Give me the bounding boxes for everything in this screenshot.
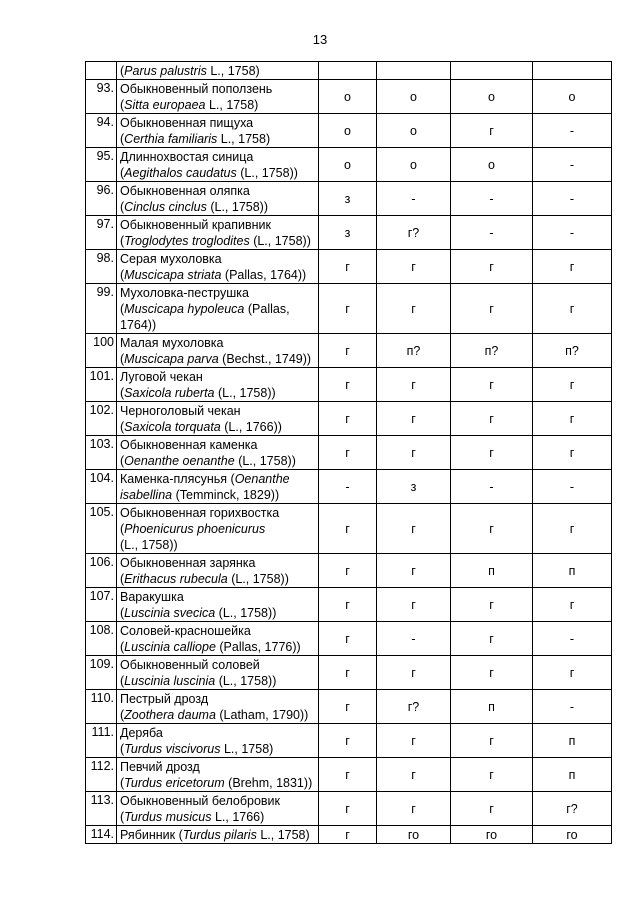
- status-cell: п: [451, 690, 533, 724]
- row-number: 106.: [86, 554, 117, 588]
- author: (Pallas, 1776): [219, 640, 297, 654]
- status-cell: г: [319, 622, 377, 656]
- common-name: Варакушка: [120, 590, 184, 604]
- row-number: 100: [86, 334, 117, 368]
- common-name: Серая мухоловка: [120, 252, 222, 266]
- table-row: [86, 284, 612, 334]
- species-name: Деряба (Turdus viscivorus L., 1758): [117, 724, 319, 758]
- author: (L., 1758): [210, 200, 264, 214]
- species-name: Черноголовый чекан (Saxicola torquata (L., 1766)): [117, 402, 319, 436]
- status-cell: г: [377, 368, 451, 402]
- common-name: Мухоловка-пеструшка: [120, 286, 249, 300]
- row-number: 107.: [86, 588, 117, 622]
- species-name: Обыкновенная оляпка (Cinclus cinclus (L., 1758)): [117, 182, 319, 216]
- common-name: Обыкновенный крапивник: [120, 218, 272, 232]
- status-cell: г: [451, 588, 533, 622]
- status-cell: з: [377, 470, 451, 504]
- author: L., 1758: [210, 64, 256, 78]
- species-name: Обыкновенная горихвостка (Phoenicurus phoenicurus (L., 1758)): [117, 504, 319, 554]
- species-name: Серая мухоловка (Muscicapa striata (Pallas, 1764)): [117, 250, 319, 284]
- common-name: Пестрый дрозд: [120, 692, 209, 706]
- latin-name: Certhia familiaris: [124, 132, 218, 146]
- status-cell: г: [533, 250, 612, 284]
- row-number: 112.: [86, 758, 117, 792]
- page-number: 13: [312, 32, 328, 47]
- status-cell: о: [319, 114, 377, 148]
- status-cell: г: [319, 656, 377, 690]
- common-name: Обыкновенный поползень: [120, 82, 273, 96]
- species-name: Пестрый дрозд (Zoothera dauma (Latham, 1790)): [117, 690, 319, 724]
- common-name: Обыкновенная оляпка: [120, 184, 250, 198]
- common-name: Длиннохвостая синица: [120, 150, 254, 164]
- status-cell: о: [319, 148, 377, 182]
- status-cell: г: [319, 588, 377, 622]
- status-cell: -: [533, 148, 612, 182]
- latin-name: Oenanthe isabellina: [120, 472, 290, 502]
- row-number: 109.: [86, 656, 117, 690]
- status-cell: г?: [377, 690, 451, 724]
- status-cell: -: [377, 622, 451, 656]
- row-number: 101.: [86, 368, 117, 402]
- latin-name: Luscinia calliope: [124, 640, 216, 654]
- latin-name: Saxicola ruberta: [124, 386, 215, 400]
- author: (L., 1758): [238, 454, 292, 468]
- status-cell: г: [533, 588, 612, 622]
- common-name: Луговой чекан: [120, 370, 203, 384]
- latin-name: Turdus pilaris: [182, 828, 257, 842]
- table-row: [86, 368, 612, 402]
- status-cell: г: [533, 436, 612, 470]
- author: (Bechst., 1749): [222, 352, 307, 366]
- table-row: [86, 62, 612, 80]
- status-cell: [533, 62, 612, 80]
- common-name: Обыкновенная каменка: [120, 438, 258, 452]
- status-cell: г?: [533, 792, 612, 826]
- author: (Pallas, 1764): [224, 268, 303, 282]
- latin-name: Zoothera dauma: [124, 708, 216, 722]
- author: L., 1758: [260, 828, 306, 842]
- table-row: [86, 622, 612, 656]
- row-number: 113.: [86, 792, 117, 826]
- species-name: Обыкновенный поползень (Sitta europaea L., 1758): [117, 80, 319, 114]
- author: (L., 1758): [217, 386, 272, 400]
- row-number: 104.: [86, 470, 117, 504]
- status-cell: г: [533, 284, 612, 334]
- status-cell: г: [451, 250, 533, 284]
- author: (Brehm, 1831): [228, 776, 309, 790]
- author: L., 1766: [214, 810, 261, 824]
- latin-name: Turdus ericetorum: [124, 776, 225, 790]
- row-number: 96.: [86, 182, 117, 216]
- common-name: Черноголовый чекан: [120, 404, 241, 418]
- table-row: [86, 826, 612, 844]
- status-cell: г: [377, 792, 451, 826]
- table-row: [86, 690, 612, 724]
- status-cell: г: [319, 402, 377, 436]
- latin-name: Muscicapa parva: [124, 352, 219, 366]
- status-cell: п: [533, 758, 612, 792]
- status-cell: г: [451, 792, 533, 826]
- species-name: Мухоловка-пеструшка (Muscicapa hypoleuca (Pallas, 1764)): [117, 284, 319, 334]
- status-cell: го: [533, 826, 612, 844]
- status-cell: -: [451, 182, 533, 216]
- row-number: 110.: [86, 690, 117, 724]
- species-name: Обыкновенный крапивник (Troglodytes troglodites (L., 1758)): [117, 216, 319, 250]
- latin-name: Luscinia luscinia: [124, 674, 216, 688]
- status-cell: г: [451, 402, 533, 436]
- status-cell: г: [377, 504, 451, 554]
- status-cell: г: [451, 758, 533, 792]
- author: L., 1758: [208, 98, 255, 112]
- status-cell: з: [319, 216, 377, 250]
- status-cell: г: [319, 250, 377, 284]
- table-row: [86, 656, 612, 690]
- status-cell: -: [319, 470, 377, 504]
- status-cell: п: [451, 554, 533, 588]
- table-row: [86, 470, 612, 504]
- table-row: [86, 792, 612, 826]
- species-name: Луговой чекан (Saxicola ruberta (L., 1758)): [117, 368, 319, 402]
- status-cell: г: [533, 504, 612, 554]
- status-cell: -: [533, 622, 612, 656]
- status-cell: г: [319, 436, 377, 470]
- row-number: 93.: [86, 80, 117, 114]
- status-cell: г: [377, 250, 451, 284]
- status-cell: г: [377, 402, 451, 436]
- author: (Temminck, 1829): [175, 488, 275, 502]
- common-name: Соловей-красношейка: [120, 624, 251, 638]
- table-row: [86, 554, 612, 588]
- status-cell: -: [533, 470, 612, 504]
- status-cell: го: [451, 826, 533, 844]
- row-number: 108.: [86, 622, 117, 656]
- status-cell: г: [319, 724, 377, 758]
- row-number: 95.: [86, 148, 117, 182]
- status-cell: г: [319, 284, 377, 334]
- latin-name: Phoenicurus phoenicurus: [124, 522, 266, 536]
- status-cell: г: [319, 792, 377, 826]
- latin-name: Muscicapa striata: [124, 268, 222, 282]
- table-row: [86, 250, 612, 284]
- species-name: Обыкновенная пищуха (Certhia familiaris L., 1758): [117, 114, 319, 148]
- table-row: [86, 724, 612, 758]
- table-row: [86, 114, 612, 148]
- status-cell: -: [451, 216, 533, 250]
- table-row: [86, 588, 612, 622]
- species-name: Обыкновенная каменка (Oenanthe oenanthe (L., 1758)): [117, 436, 319, 470]
- status-cell: г?: [377, 216, 451, 250]
- status-cell: о: [533, 80, 612, 114]
- row-number: 111.: [86, 724, 117, 758]
- table-row: [86, 182, 612, 216]
- status-cell: -: [377, 182, 451, 216]
- table-row: [86, 80, 612, 114]
- row-number: 103.: [86, 436, 117, 470]
- table-row: [86, 758, 612, 792]
- table-row: [86, 436, 612, 470]
- status-cell: -: [533, 182, 612, 216]
- status-cell: г: [451, 368, 533, 402]
- common-name: Каменка-плясунья: [120, 472, 228, 486]
- status-cell: г: [451, 622, 533, 656]
- row-number: 102.: [86, 402, 117, 436]
- status-cell: г: [377, 554, 451, 588]
- common-name: Обыкновенная зарянка: [120, 556, 256, 570]
- species-name: Варакушка (Luscinia svecica (L., 1758)): [117, 588, 319, 622]
- common-name: Деряба: [120, 726, 163, 740]
- status-cell: о: [319, 80, 377, 114]
- status-cell: г: [451, 724, 533, 758]
- status-cell: г: [377, 656, 451, 690]
- species-name: Рябинник (Turdus pilaris L., 1758): [117, 826, 319, 844]
- row-number: 98.: [86, 250, 117, 284]
- table-row: [86, 334, 612, 368]
- species-name: Обыкновенный соловей (Luscinia luscinia (L., 1758)): [117, 656, 319, 690]
- status-cell: г: [319, 554, 377, 588]
- status-cell: п?: [533, 334, 612, 368]
- status-cell: г: [533, 402, 612, 436]
- status-cell: о: [377, 80, 451, 114]
- status-cell: -: [533, 216, 612, 250]
- common-name: Обыкновенный соловей: [120, 658, 260, 672]
- status-cell: г: [533, 656, 612, 690]
- status-cell: г: [451, 436, 533, 470]
- species-name: Малая мухоловка (Muscicapa parva (Bechst., 1749)): [117, 334, 319, 368]
- status-cell: го: [377, 826, 451, 844]
- table-row: [86, 402, 612, 436]
- common-name: Рябинник: [120, 828, 176, 842]
- status-cell: п: [533, 724, 612, 758]
- status-cell: [377, 62, 451, 80]
- status-cell: г: [451, 284, 533, 334]
- species-name: Обыкновенный белобровик (Turdus musicus L., 1766): [117, 792, 319, 826]
- status-cell: з: [319, 182, 377, 216]
- latin-name: Parus palustris: [124, 64, 207, 78]
- author: (L., 1758): [218, 606, 273, 620]
- row-number: 105.: [86, 504, 117, 554]
- latin-name: Oenanthe oenanthe: [124, 454, 235, 468]
- author: (L., 1758): [253, 234, 307, 248]
- latin-name: Erithacus rubecula: [124, 572, 228, 586]
- latin-name: Luscinia svecica: [124, 606, 216, 620]
- row-number: 94.: [86, 114, 117, 148]
- common-name: Обыкновенная пищуха: [120, 116, 254, 130]
- status-cell: о: [377, 114, 451, 148]
- status-cell: п: [533, 554, 612, 588]
- latin-name: Aegithalos caudatus: [124, 166, 237, 180]
- author: L., 1758: [223, 742, 270, 756]
- status-cell: -: [533, 690, 612, 724]
- common-name: Певчий дрозд: [120, 760, 200, 774]
- status-cell: г: [377, 758, 451, 792]
- table-row: [86, 216, 612, 250]
- latin-name: Troglodytes troglodites: [124, 234, 250, 248]
- species-table: [85, 61, 612, 844]
- author: (Latham, 1790): [219, 708, 305, 722]
- latin-name: Muscicapa hypoleuca: [124, 302, 245, 316]
- status-cell: г: [319, 368, 377, 402]
- row-number: 99.: [86, 284, 117, 334]
- author: (L., 1758): [218, 674, 273, 688]
- species-name: Длиннохвостая синица (Aegithalos caudatus (L., 1758)): [117, 148, 319, 182]
- author: L., 1758: [220, 132, 266, 146]
- author: (L., 1758): [120, 538, 174, 552]
- latin-name: Cinclus cinclus: [124, 200, 207, 214]
- status-cell: г: [377, 436, 451, 470]
- status-cell: [451, 62, 533, 80]
- row-number: [86, 62, 117, 80]
- species-name: Каменка-плясунья (Oenanthe isabellina (Temminck, 1829)): [117, 470, 319, 504]
- status-cell: о: [451, 80, 533, 114]
- status-cell: -: [533, 114, 612, 148]
- status-cell: г: [319, 826, 377, 844]
- latin-name: Turdus musicus: [124, 810, 212, 824]
- status-cell: г: [319, 504, 377, 554]
- row-number: 114.: [86, 826, 117, 844]
- author: (L., 1758): [240, 166, 294, 180]
- common-name: Обыкновенный белобровик: [120, 794, 280, 808]
- status-cell: г: [451, 504, 533, 554]
- status-cell: г: [319, 758, 377, 792]
- status-cell: о: [451, 148, 533, 182]
- species-name: Соловей-красношейка (Luscinia calliope (Pallas, 1776)): [117, 622, 319, 656]
- species-name: Обыкновенная зарянка (Erithacus rubecula (L., 1758)): [117, 554, 319, 588]
- latin-name: Turdus viscivorus: [124, 742, 221, 756]
- species-name: Певчий дрозд (Turdus ericetorum (Brehm, 1831)): [117, 758, 319, 792]
- author: (Pallas, 1764): [120, 302, 290, 332]
- status-cell: г: [319, 334, 377, 368]
- table-row: [86, 504, 612, 554]
- common-name: Обыкновенная горихвостка: [120, 506, 280, 520]
- status-cell: о: [377, 148, 451, 182]
- status-cell: г: [377, 284, 451, 334]
- latin-name: Saxicola torquata: [124, 420, 221, 434]
- status-cell: [319, 62, 377, 80]
- species-name: (Parus palustris L., 1758): [117, 62, 319, 80]
- status-cell: п?: [377, 334, 451, 368]
- status-cell: г: [533, 368, 612, 402]
- status-cell: п?: [451, 334, 533, 368]
- status-cell: г: [451, 114, 533, 148]
- status-cell: г: [377, 724, 451, 758]
- status-cell: г: [451, 656, 533, 690]
- author: (L., 1758): [231, 572, 285, 586]
- status-cell: г: [319, 690, 377, 724]
- status-cell: -: [451, 470, 533, 504]
- latin-name: Sitta europaea: [124, 98, 206, 112]
- status-cell: г: [377, 588, 451, 622]
- table-row: [86, 148, 612, 182]
- author: (L., 1766): [224, 420, 278, 434]
- row-number: 97.: [86, 216, 117, 250]
- common-name: Малая мухоловка: [120, 336, 224, 350]
